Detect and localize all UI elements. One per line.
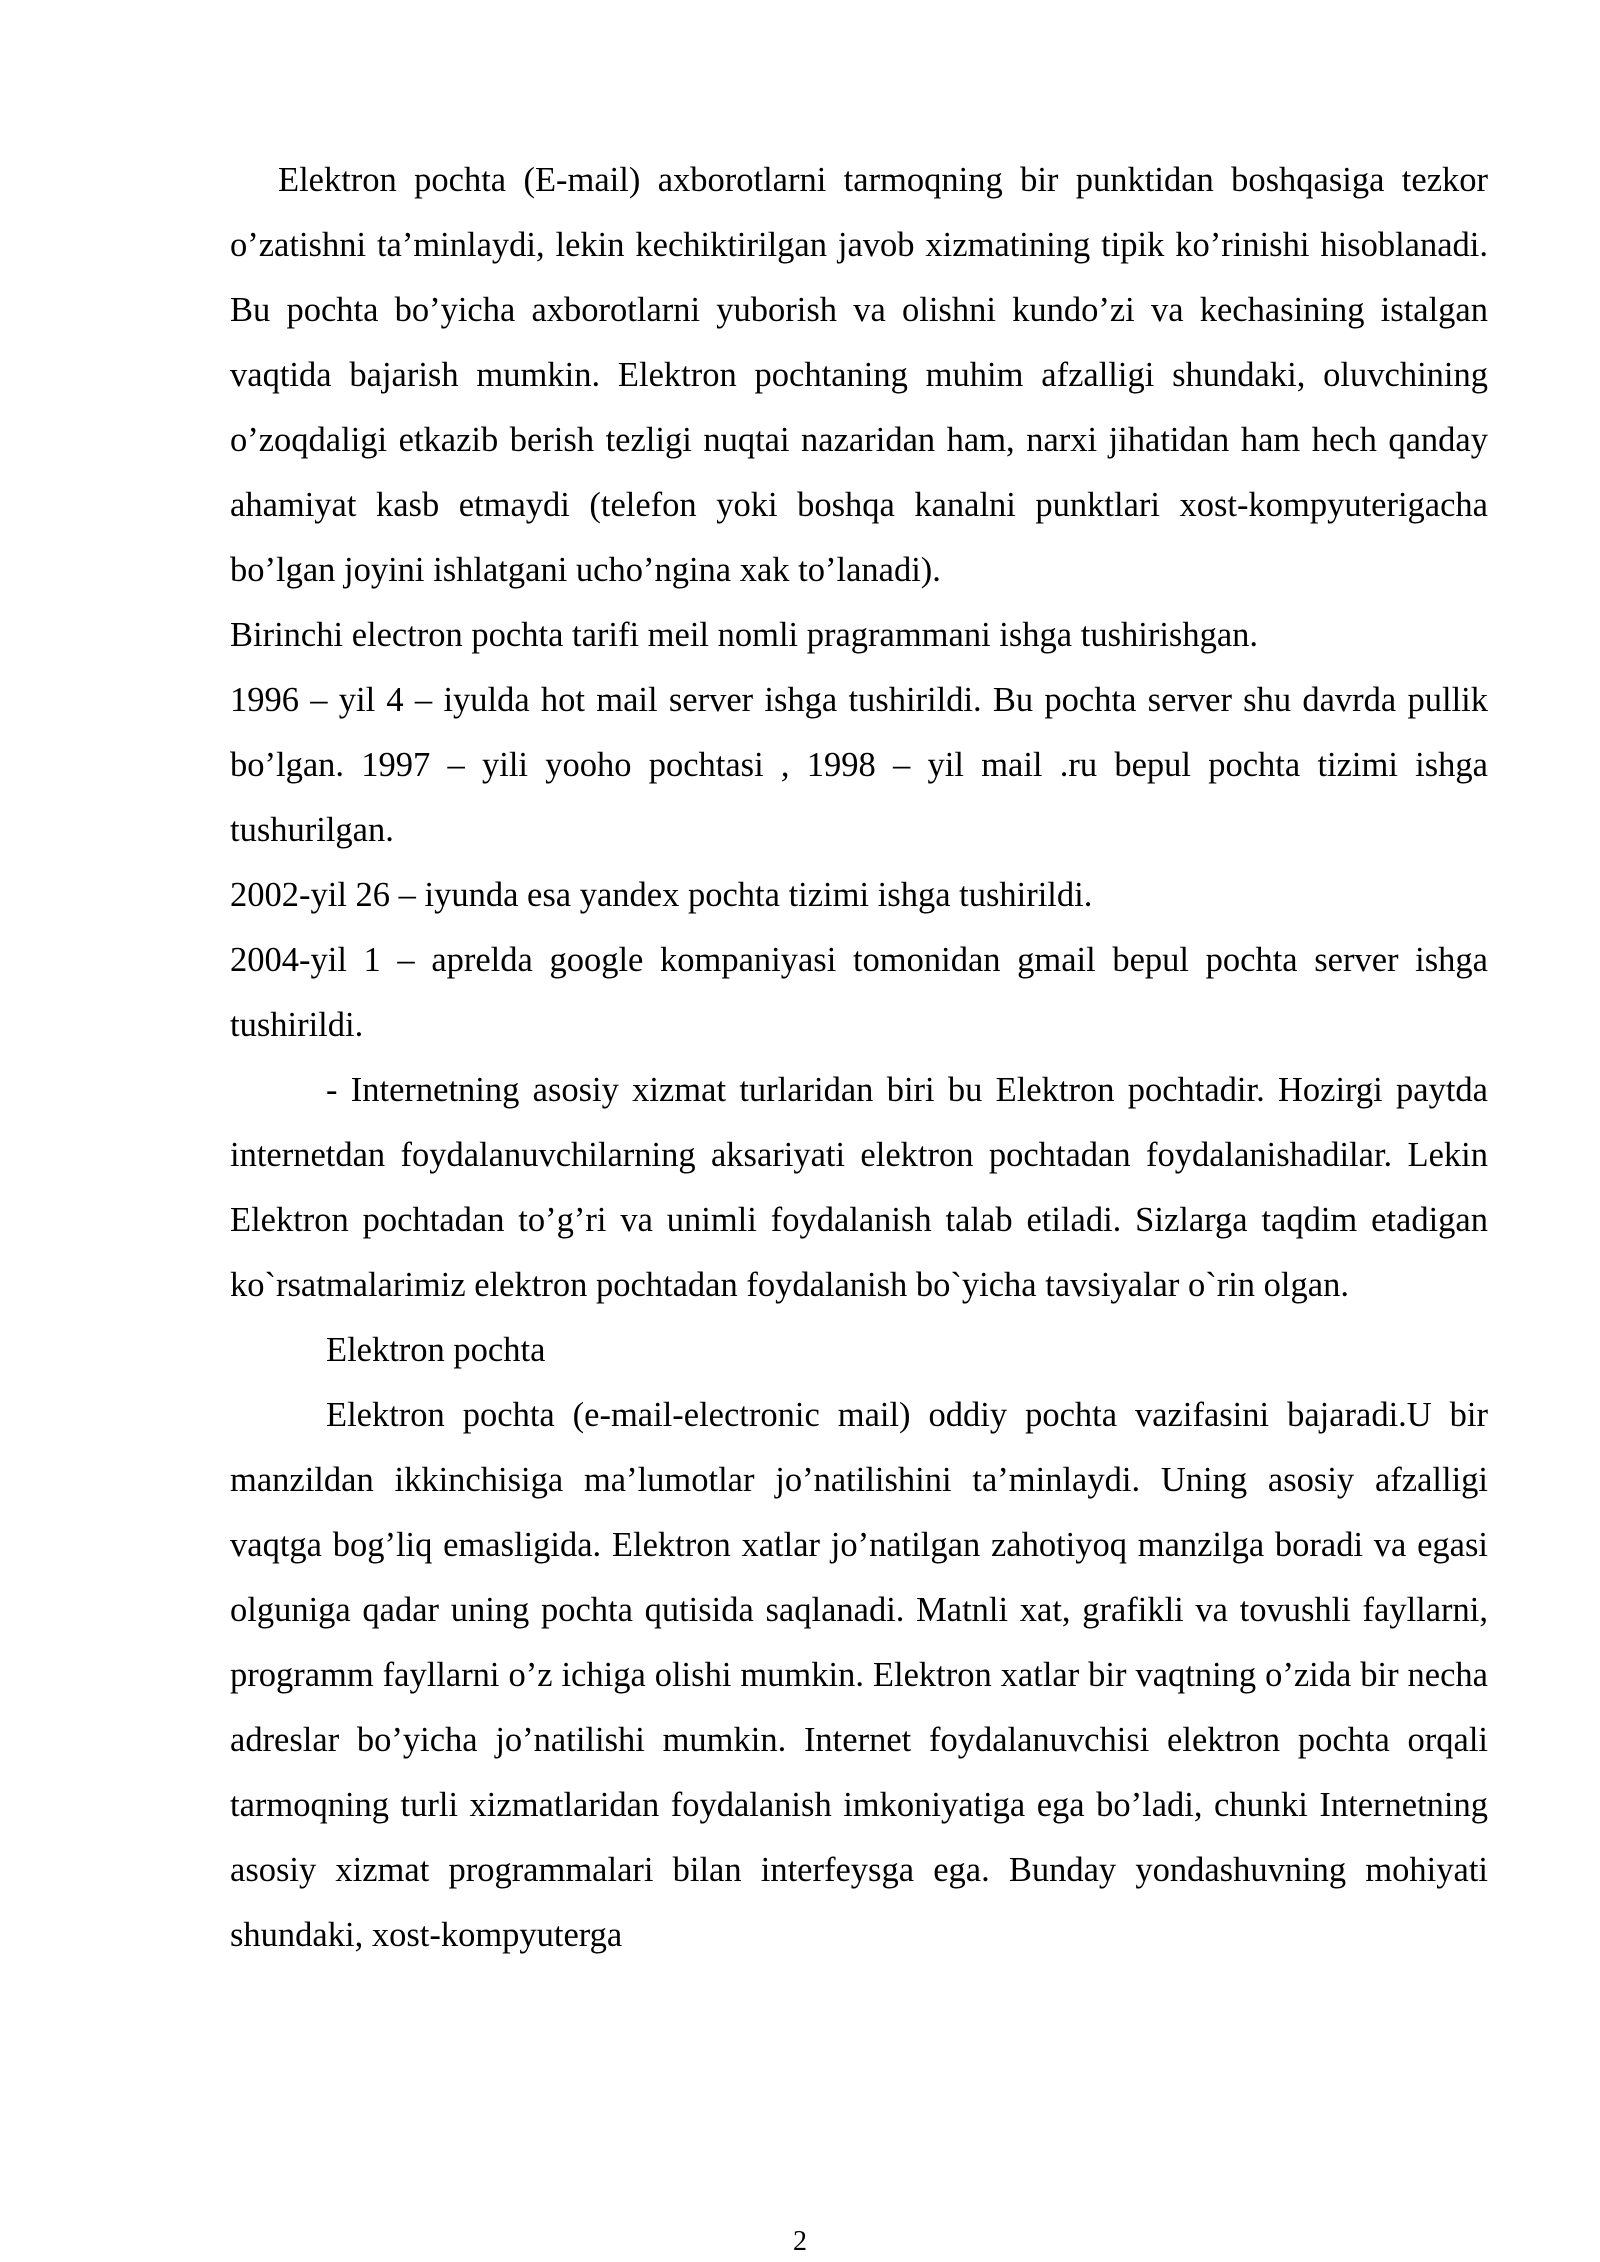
section-heading-elektron-pochta: Elektron pochta [326, 1331, 546, 1369]
page-number: 2 [793, 2226, 807, 2257]
paragraph-first-email: Birinchi electron pochta tarifi meil nomli pragrammani ishga tushirishgan. [230, 616, 1259, 654]
paragraph-internet-services: - Internetning asosiy xizmat turlaridan biri bu Elektron pochtadir. Hozirgi paytda internetdan foydalanuvchilarning aksariyati elektron pochtadan foydalanishadilar. Lekin Elektron pochtadan to’g’ri va unimli foydalanish talab etiladi. Sizlarga taqdim etadigan ko`rsatmalarimiz elektron pochtadan foydalanish bo`yicha tavsiyalar o`rin olgan. [230, 1071, 1488, 1304]
paragraph-email-definition: Elektron pochta (e-mail-electronic mail) oddiy pochta vazifasini bajaradi.U bir manzildan ikkinchisiga ma’lumotlar jo’natilishini ta’minlaydi. Uning asosiy afzalligi vaqtga bog’liq emasligida. Elektron xatlar jo’natilgan zahotiyoq manzilga boradi va egasi olguniga qadar uning pochta qutisida saqlanadi. Matnli xat, grafikli va tovushli fayllarni, programm fayllarni o’z ichiga olishi mumkin. Elektron xatlar bir vaqtning o’zida bir necha adreslar bo’yicha jo’natilishi mumkin. Internet foydalanuvchisi elektron pochta orqali tarmoqning turli xizmatlaridan foydalanish imkoniyatiga ega bo’ladi, chunki Internetning asosiy xizmat programmalari bilan interfeysga ega. Bunday yondashuvning mohiyati shundaki, xost-kompyuterga [230, 1396, 1488, 1954]
document-page [230, 148, 1488, 1968]
paragraph-hotmail-history: 1996 – yil 4 – iyulda hot mail server ishga tushirildi. Bu pochta server shu davrda pullik bo’lgan. 1997 – yili yooho pochtasi , 1998 – yil mail .ru bepul pochta tizimi ishga tushurilgan. [230, 681, 1488, 849]
paragraph-gmail-history: 2004-yil 1 – aprelda google kompaniyasi tomonidan gmail bepul pochta server ishga tushirildi. [230, 941, 1488, 1044]
paragraph-yandex-history: 2002-yil 26 – iyunda esa yandex pochta tizimi ishga tushirildi. [230, 876, 1093, 914]
paragraph-email-intro: Elektron pochta (E-mail) axborotlarni tarmoqning bir punktidan boshqasiga tezkor o’zatishni ta’minlaydi, lekin kechiktirilgan javob xizmatining tipik ko’rinishi hisoblanadi. Bu pochta bo’yicha axborotlarni yuborish va olishni kundo’zi va kechasining istalgan vaqtida bajarish mumkin. Elektron pochtaning muhim afzalligi shundaki, oluvchining o’zoqdaligi etkazib berish tezligi nuqtai nazaridan ham, narxi jihatidan ham hech qanday ahamiyat kasb etmaydi (telefon yoki boshqa kanalni punktlari xost-kompyuterigacha bo’lgan joyini ishlatgani ucho’ngina xak to’lanadi). [230, 161, 1488, 589]
